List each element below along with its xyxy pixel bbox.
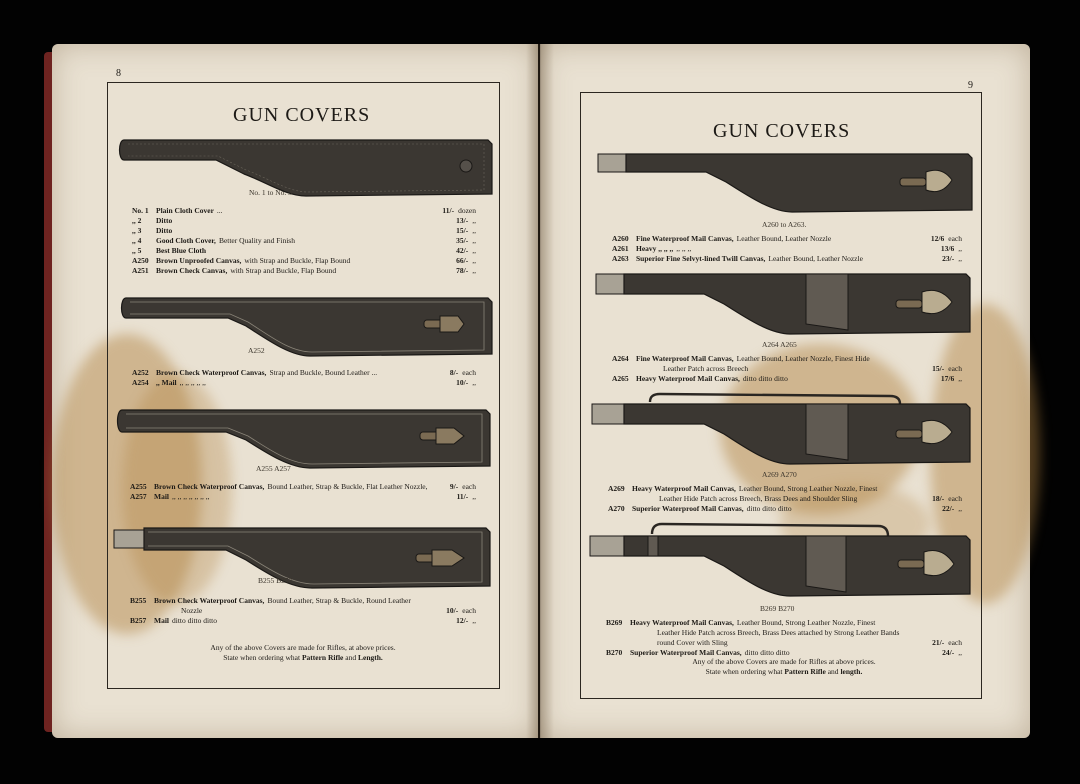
item-code: B269 bbox=[606, 618, 623, 627]
page-number: 9 bbox=[968, 80, 973, 91]
footer-emphasis: Pattern Rifle bbox=[301, 653, 344, 662]
item-price: 17/6 bbox=[940, 374, 955, 383]
item-desc: Strap and Buckle, Bound Leather ... bbox=[269, 368, 378, 377]
gun-cover-illustration bbox=[590, 392, 972, 466]
table-row bbox=[606, 618, 962, 628]
page-title: GUN COVERS bbox=[713, 120, 851, 142]
table-row bbox=[612, 234, 962, 244]
table-row bbox=[130, 606, 476, 616]
item-desc: with Strap and Buckle, Flap Bound bbox=[244, 256, 351, 265]
item-unit: ,, bbox=[958, 504, 962, 513]
item-desc: ,, ,, ,, ,, ,, bbox=[179, 378, 206, 387]
figure-caption: B255 B257 bbox=[258, 576, 293, 585]
table-row bbox=[130, 482, 476, 492]
item-unit: ,, bbox=[958, 648, 962, 657]
item-price: 15/- bbox=[932, 364, 945, 373]
item-price: 23/- bbox=[942, 254, 955, 263]
item-code: A257 bbox=[130, 492, 147, 501]
price-table bbox=[606, 618, 962, 658]
item-code bbox=[636, 364, 660, 374]
item-name: Brown Check Waterproof Canvas, bbox=[154, 482, 265, 491]
item-desc: Better Quality and Finish bbox=[218, 236, 295, 245]
page-footer-note bbox=[130, 643, 476, 663]
item-price: 12/- bbox=[456, 616, 469, 625]
table-row bbox=[612, 364, 962, 374]
gun-cover-illustration bbox=[112, 526, 492, 590]
item-unit: each bbox=[948, 234, 962, 243]
footer-line: Any of the above Covers are made for Rifles, at above prices. bbox=[210, 643, 396, 652]
item-code: A254 bbox=[132, 378, 149, 387]
item-price: 12/6 bbox=[930, 234, 945, 243]
figure-caption: No. 1 to No. 5 bbox=[249, 188, 292, 197]
table-row bbox=[132, 368, 476, 378]
table-row bbox=[132, 256, 476, 266]
item-price: 10/- bbox=[446, 606, 459, 615]
footer-text: and bbox=[345, 653, 357, 662]
footer-line: Any of the above Covers are made for Rifles at above prices. bbox=[692, 657, 876, 666]
table-row bbox=[612, 254, 962, 264]
page-footer-note bbox=[606, 657, 962, 677]
figure-caption: A252 bbox=[248, 346, 265, 355]
gun-cover-illustration bbox=[118, 296, 494, 358]
table-row bbox=[132, 266, 476, 276]
item-unit: ,, bbox=[472, 378, 476, 387]
footer-text: State when ordering what bbox=[223, 653, 301, 662]
item-code: A265 bbox=[612, 374, 629, 383]
price-table bbox=[612, 354, 962, 384]
gun-cover-illustration bbox=[116, 138, 494, 198]
figure-caption: A269 A270 bbox=[762, 470, 797, 479]
item-code bbox=[630, 628, 654, 638]
item-name: Fine Waterproof Mail Canvas, bbox=[636, 354, 734, 363]
item-name: Brown Check Canvas, bbox=[156, 266, 228, 275]
item-desc: ,, ,, ,, ,, ,, ,, ,, bbox=[172, 492, 210, 501]
item-name: ,, Mail bbox=[156, 378, 177, 387]
item-name: Brown Unproofed Canvas, bbox=[156, 256, 242, 265]
item-name: Ditto bbox=[156, 216, 173, 225]
table-row bbox=[612, 374, 962, 384]
table-row bbox=[608, 484, 962, 494]
table-row bbox=[132, 226, 476, 236]
price-table bbox=[612, 234, 962, 264]
item-name: Ditto bbox=[156, 226, 173, 235]
item-code bbox=[154, 606, 178, 616]
gun-cover-illustration bbox=[114, 408, 492, 470]
item-desc: round Cover with Sling bbox=[657, 638, 728, 647]
gun-cover-illustration bbox=[594, 272, 972, 336]
item-name: Mail bbox=[154, 616, 169, 625]
item-code: B270 bbox=[606, 648, 623, 657]
item-code: ,, 2 bbox=[132, 216, 142, 225]
table-row bbox=[130, 492, 476, 502]
table-row bbox=[132, 236, 476, 246]
table-row bbox=[132, 246, 476, 256]
table-row bbox=[612, 244, 962, 254]
footer-emphasis: length. bbox=[840, 667, 863, 676]
item-desc: ,, ,, ,, bbox=[676, 244, 692, 253]
item-price: 24/- bbox=[942, 648, 955, 657]
item-name: Superior Waterproof Mail Canvas, bbox=[632, 504, 744, 513]
item-code: A252 bbox=[132, 368, 149, 377]
item-price: 11/- bbox=[442, 206, 455, 215]
price-table bbox=[132, 368, 476, 388]
item-price: 35/- bbox=[456, 236, 469, 245]
item-desc: ... bbox=[216, 206, 223, 215]
item-price: 11/- bbox=[456, 492, 469, 501]
footer-emphasis: Length. bbox=[357, 653, 383, 662]
item-price: 13/6 bbox=[940, 244, 955, 253]
item-unit: each bbox=[948, 638, 962, 647]
item-unit: ,, bbox=[472, 216, 476, 225]
item-price: 10/- bbox=[456, 378, 469, 387]
table-row bbox=[608, 504, 962, 514]
item-code: A263 bbox=[612, 254, 629, 263]
item-code: B257 bbox=[130, 616, 147, 625]
item-desc: ditto ditto ditto bbox=[172, 616, 218, 625]
figure-caption: A260 to A263. bbox=[762, 220, 807, 229]
item-code: A250 bbox=[132, 256, 149, 265]
item-desc: Bound Leather, Strap & Buckle, Round Leather bbox=[267, 596, 411, 605]
table-row bbox=[132, 378, 476, 388]
item-code: A260 bbox=[612, 234, 629, 243]
item-unit: ,, bbox=[472, 256, 476, 265]
item-desc: Leather Bound, Leather Nozzle bbox=[768, 254, 863, 263]
item-price: 22/- bbox=[942, 504, 955, 513]
footer-text: and bbox=[827, 667, 839, 676]
item-desc: Leather Bound, Leather Nozzle, Finest Hide bbox=[736, 354, 870, 363]
item-price: 66/- bbox=[456, 256, 469, 265]
item-unit: ,, bbox=[472, 246, 476, 255]
item-code: ,, 3 bbox=[132, 226, 142, 235]
item-code: A264 bbox=[612, 354, 629, 363]
footer-emphasis: Pattern Rifle bbox=[784, 667, 826, 676]
item-unit: ,, bbox=[958, 254, 962, 263]
item-price: 9/- bbox=[449, 482, 459, 491]
item-code bbox=[632, 494, 656, 504]
item-code: A269 bbox=[608, 484, 625, 493]
item-desc: ditto ditto ditto bbox=[746, 504, 792, 513]
table-row bbox=[606, 638, 962, 648]
gun-cover-illustration bbox=[596, 152, 974, 214]
figure-caption: B269 B270 bbox=[760, 604, 795, 613]
item-desc: ditto ditto ditto bbox=[742, 374, 788, 383]
item-name: Brown Check Waterproof Canvas, bbox=[154, 596, 265, 605]
book-gutter bbox=[526, 44, 554, 738]
item-price: 13/- bbox=[456, 216, 469, 225]
item-unit: dozen bbox=[458, 206, 476, 215]
item-name: Superior Waterproof Mail Canvas, bbox=[630, 648, 742, 657]
item-unit: ,, bbox=[958, 244, 962, 253]
item-name: Heavy ,, ,, ,, bbox=[636, 244, 674, 253]
item-desc: Bound Leather, Strap & Buckle, Flat Leather Nozzle, bbox=[267, 482, 428, 491]
item-code bbox=[630, 638, 654, 648]
item-price: 18/- bbox=[932, 494, 945, 503]
table-row bbox=[132, 216, 476, 226]
figure-caption: A264 A265 bbox=[762, 340, 797, 349]
item-name: Heavy Waterproof Mail Canvas, bbox=[632, 484, 736, 493]
item-unit: ,, bbox=[958, 374, 962, 383]
table-row bbox=[130, 596, 476, 606]
item-unit: each bbox=[462, 368, 476, 377]
item-desc: Leather Bound, Leather Nozzle bbox=[736, 234, 832, 243]
item-code: A255 bbox=[130, 482, 147, 491]
item-name: Brown Check Waterproof Canvas, bbox=[156, 368, 267, 377]
item-name: Heavy Waterproof Mail Canvas, bbox=[636, 374, 740, 383]
item-unit: ,, bbox=[472, 266, 476, 275]
item-unit: each bbox=[948, 364, 962, 373]
table-row bbox=[606, 628, 962, 638]
footer-line bbox=[606, 667, 962, 677]
price-table bbox=[608, 484, 962, 514]
item-price: 21/- bbox=[932, 638, 945, 647]
item-desc: Leather Patch across Breech bbox=[663, 364, 749, 373]
item-name: Best Blue Cloth bbox=[156, 246, 207, 255]
item-unit: ,, bbox=[472, 226, 476, 235]
page-title: GUN COVERS bbox=[233, 104, 371, 126]
item-price: 15/- bbox=[456, 226, 469, 235]
item-name: Heavy Waterproof Mail Canvas, bbox=[630, 618, 734, 627]
item-code: A251 bbox=[132, 266, 149, 275]
item-code: A270 bbox=[608, 504, 625, 513]
item-unit: each bbox=[948, 494, 962, 503]
item-unit: each bbox=[462, 482, 476, 491]
item-name: Good Cloth Cover, bbox=[156, 236, 216, 245]
item-unit: each bbox=[462, 606, 476, 615]
item-code: B255 bbox=[130, 596, 147, 605]
item-desc: Leather Bound, Strong Leather Nozzle, Finest bbox=[736, 618, 876, 627]
page-number: 8 bbox=[116, 68, 121, 79]
item-desc: Leather Hide Patch across Breech, Brass Dees and Shoulder Sling bbox=[659, 494, 858, 503]
item-desc: ditto ditto ditto bbox=[744, 648, 790, 657]
item-unit: ,, bbox=[472, 236, 476, 245]
item-desc: Leather Bound, Strong Leather Nozzle, Finest bbox=[738, 484, 878, 493]
item-code: ,, 5 bbox=[132, 246, 142, 255]
gun-cover-illustration bbox=[588, 522, 972, 598]
price-table bbox=[130, 482, 476, 502]
price-table bbox=[130, 596, 476, 626]
item-desc: with Strap and Buckle, Flap Bound bbox=[230, 266, 337, 275]
footer-line bbox=[130, 653, 476, 663]
item-unit: ,, bbox=[472, 616, 476, 625]
item-unit: ,, bbox=[472, 492, 476, 501]
table-row bbox=[130, 616, 476, 626]
item-desc: Nozzle bbox=[181, 606, 203, 615]
item-price: 78/- bbox=[456, 266, 469, 275]
item-code: A261 bbox=[612, 244, 629, 253]
item-desc: Leather Hide Patch across Breech, Brass Dees attached by Strong Leather Bands bbox=[657, 628, 900, 637]
item-name: Plain Cloth Cover bbox=[156, 206, 214, 215]
table-row bbox=[608, 494, 962, 504]
figure-caption: A255 A257 bbox=[256, 464, 291, 473]
item-price: 42/- bbox=[456, 246, 469, 255]
item-name: Mail bbox=[154, 492, 169, 501]
table-row bbox=[132, 206, 476, 216]
item-code: ,, 4 bbox=[132, 236, 142, 245]
footer-text: State when ordering what bbox=[705, 667, 783, 676]
item-code: No. 1 bbox=[132, 206, 149, 215]
price-table bbox=[132, 206, 476, 276]
item-name: Fine Waterproof Mail Canvas, bbox=[636, 234, 734, 243]
table-row bbox=[612, 354, 962, 364]
item-price: 8/- bbox=[449, 368, 459, 377]
item-name: Superior Fine Selvyt-lined Twill Canvas, bbox=[636, 254, 766, 263]
